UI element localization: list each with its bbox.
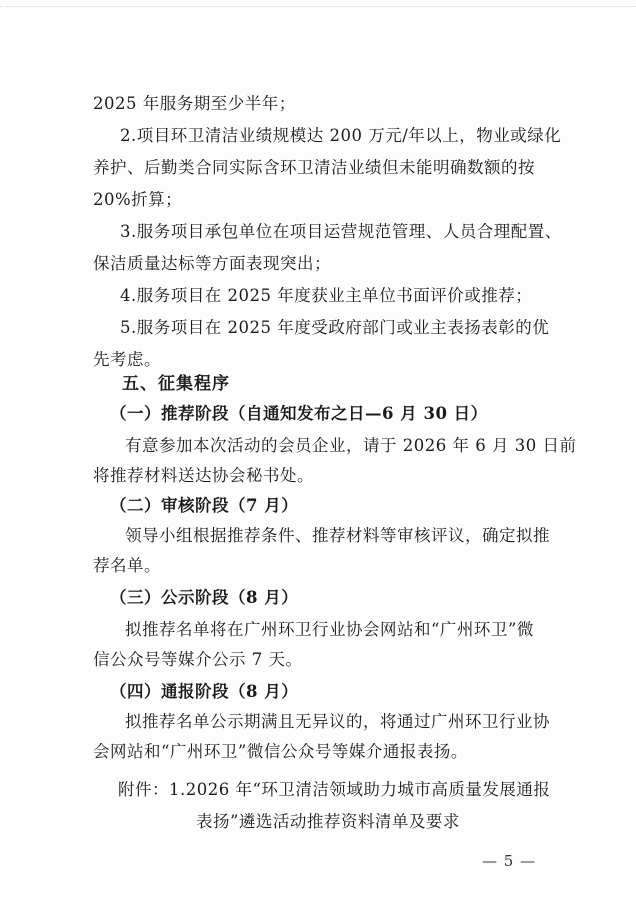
stage-2-line-1: 领导小组根据推荐条件、推荐材料等审核评议，确定拟推 [125,526,550,545]
stage-4-line-2: 会网站和“广州环卫”微信公众号等媒介通报表扬。 [93,742,468,761]
attachment-line-2: 表扬”遴选活动推荐资料清单及要求 [196,812,460,831]
section-heading: 五、征集程序 [122,374,230,394]
stage-title-4: （四）通报阶段（8 月） [110,682,299,701]
stage-1-line-2: 将推荐材料送达协会秘书处。 [93,466,314,485]
body-line-9: 先考虑。 [93,350,161,369]
stage-title-2: （二）审核阶段（7 月） [110,496,299,515]
body-line-3: 养护、后勤类合同实际含环卫清洁业绩但未能明确数额的按 [93,158,535,177]
stage-title-3: （三）公示阶段（8 月） [110,588,299,607]
attachment-line-1: 附件：1.2026 年“环卫清洁领域助力城市高质量发展通报 [118,780,551,799]
stage-3-line-1: 拟推荐名单将在广州环卫行业协会网站和“广州环卫”微 [125,620,534,639]
body-line-4: 20%折算； [93,190,183,209]
stage-4-line-1: 拟推荐名单公示期满且无异议的，将通过广州环卫行业协 [125,712,550,731]
body-line-7: 4.服务项目在 2025 年度获业主单位书面评价或推荐； [120,286,533,305]
body-line-6: 保洁质量达标等方面表现突出； [93,254,331,273]
stage-3-line-2: 信公众号等媒介公示 7 天。 [93,650,303,669]
page-number: — 5 — [482,852,537,870]
body-line-2: 2.项目环卫清洁业绩规模达 200 万元/年以上，物业或绿化 [120,126,562,145]
stage-title-1: （一）推荐阶段（自通知发布之日—6 月 30 日） [110,404,488,423]
stage-1-line-1: 有意参加本次活动的会员企业，请于 2026 年 6 月 30 日前 [125,436,577,455]
scan-edge-divider [0,6,636,8]
body-line-8: 5.服务项目在 2025 年度受政府部门或业主表扬表彰的优 [120,318,550,337]
stage-2-line-2: 荐名单。 [93,556,161,575]
body-line-5: 3.服务项目承包单位在项目运营规范管理、人员合理配置、 [120,222,562,241]
body-line-1: 2025 年服务期至少半年； [93,94,296,113]
